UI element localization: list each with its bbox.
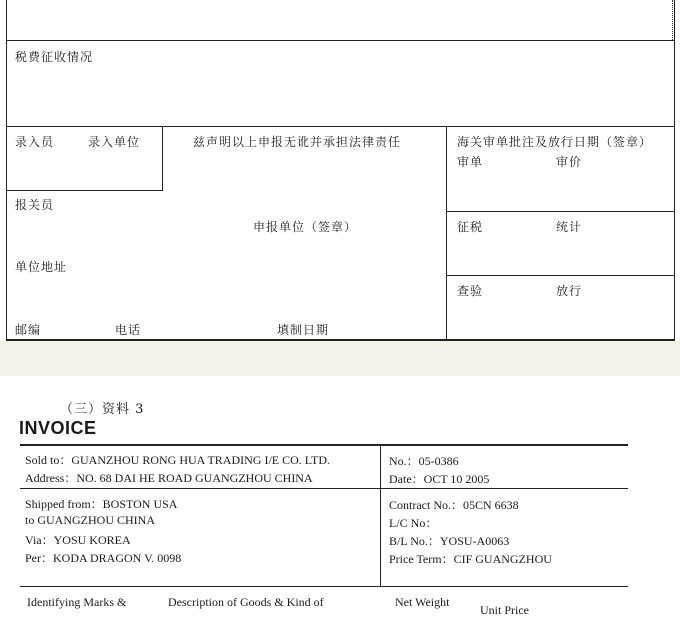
form-rule-4 xyxy=(447,211,675,212)
form-rule-5 xyxy=(447,275,675,276)
form-left-border xyxy=(6,0,7,340)
entry-unit-label: 录入单位 xyxy=(88,135,141,149)
declarant-label: 报关员 xyxy=(15,198,55,212)
unit-address-label: 单位地址 xyxy=(15,260,68,274)
tax-label: 征税 xyxy=(457,220,484,234)
invoice-lower-rule xyxy=(20,586,628,587)
contract-number: Contract No.：05CN 6638 xyxy=(389,498,519,512)
invoice-section-label: （三）资料 3 xyxy=(60,402,145,417)
tax-section-label: 税费征收情况 xyxy=(15,50,94,64)
invoice-title: INVOICE xyxy=(19,418,97,438)
valuation-label: 审价 xyxy=(556,155,583,169)
form-rule-1 xyxy=(6,40,675,41)
header-description: Description of Goods & Kind of xyxy=(168,595,324,609)
invoice-column-divider xyxy=(380,444,381,586)
lc-number: L/C No： xyxy=(389,516,438,530)
declaration-statement: 兹声明以上申报无讹并承担法律责任 xyxy=(193,135,402,149)
fill-date-label: 填制日期 xyxy=(277,323,330,337)
postcode-label: 邮编 xyxy=(15,323,42,337)
shipped-from: Shipped from：BOSTON USA xyxy=(25,497,178,511)
price-term: Price Term：CIF GUANGZHOU xyxy=(389,552,552,566)
invoice-mid-rule xyxy=(20,488,628,489)
shipped-via: Via：YOSU KOREA xyxy=(25,533,131,547)
shipped-to: to GUANGZHOU CHINA xyxy=(25,513,155,527)
invoice-number: No.：05-0386 xyxy=(389,454,459,468)
inspection-label: 查验 xyxy=(457,284,484,298)
release-label: 放行 xyxy=(556,284,583,298)
buyer-address: Address：NO. 68 DAI HE ROAD GUANGZHOU CHINA xyxy=(25,471,313,485)
form-vrule-entry xyxy=(162,126,163,191)
form-dotted-edge xyxy=(672,0,673,40)
page-separator xyxy=(0,341,680,376)
statistics-label: 统计 xyxy=(556,220,583,234)
review-label: 审单 xyxy=(457,155,484,169)
header-unit-price: Unit Price xyxy=(480,603,529,617)
form-right-border xyxy=(674,0,675,340)
header-net-weight: Net Weight xyxy=(395,595,450,609)
bl-number: B/L No.：YOSU-A0063 xyxy=(389,534,510,548)
header-identifying-marks: Identifying Marks & xyxy=(27,595,127,609)
form-vrule-customs xyxy=(446,126,447,340)
entry-clerk-label: 录入员 xyxy=(15,135,55,149)
customs-review-heading: 海关审单批注及放行日期（签章） xyxy=(457,135,653,149)
invoice-top-rule xyxy=(20,444,628,446)
sold-to: Sold to：GUANZHOU RONG HUA TRADING I/E CO. LTD. xyxy=(25,453,331,467)
form-rule-3 xyxy=(6,190,163,191)
declaring-unit-label: 申报单位（签章） xyxy=(253,220,358,234)
vessel-per: Per：KODA DRAGON V. 0098 xyxy=(25,551,182,565)
phone-label: 电话 xyxy=(115,323,142,337)
form-rule-2 xyxy=(6,126,675,127)
invoice-date: Date：OCT 10 2005 xyxy=(389,472,490,486)
